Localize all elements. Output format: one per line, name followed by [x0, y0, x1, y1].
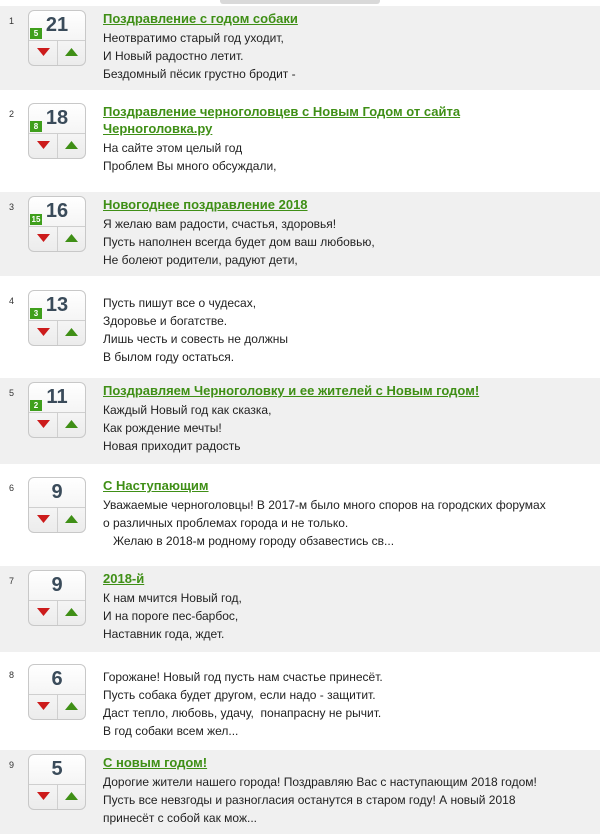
list-item: [0, 192, 600, 276]
item-text-line: Я желаю вам радости, счастья, здоровья!: [103, 217, 337, 231]
item-content: [103, 570, 593, 643]
item-text-line: о различных проблемах города и не только.: [103, 516, 349, 530]
vote-down-button[interactable]: [30, 413, 57, 437]
item-content: [103, 382, 593, 455]
item-text-line: Пусть пишут все о чудесах,: [103, 296, 257, 310]
item-title-link[interactable]: 2018-й: [103, 571, 145, 586]
vote-score: 21: [45, 14, 69, 36]
vote-up-button[interactable]: [58, 508, 85, 532]
rank-number: 4: [9, 296, 15, 306]
vote-up-button[interactable]: [58, 695, 85, 719]
item-text-line: Как рождение мечты!: [103, 421, 222, 435]
vote-count-badge: 5: [30, 28, 42, 39]
vote-count-badge: 8: [30, 121, 42, 132]
item-text-line: В былом году остаться.: [103, 350, 235, 364]
vote-box: [28, 754, 86, 810]
item-title-link[interactable]: Поздравление черноголовцев с Новым Годом от сайта: [103, 104, 461, 119]
vote-score: 13: [45, 294, 69, 316]
vote-score: 16: [45, 200, 69, 222]
vote-score: 9: [51, 481, 63, 503]
vote-count-badge: 15: [31, 215, 41, 224]
vote-up-button[interactable]: [58, 785, 85, 809]
vote-count-badge: 3: [30, 308, 42, 319]
item-text-line: Дорогие жители нашего города! Поздравляю Вас с наступающим 2018 годом!: [103, 775, 537, 789]
vote-score: 9: [51, 574, 63, 596]
list-item: [0, 378, 600, 464]
item-content: [103, 10, 593, 83]
vote-down-button[interactable]: [30, 134, 57, 158]
item-title-link[interactable]: Черноголовка.ру: [103, 121, 213, 136]
vote-up-button[interactable]: [58, 41, 85, 65]
item-text-line: В год собаки всем жел...: [103, 724, 239, 738]
vote-down-button[interactable]: [30, 41, 57, 65]
item-text-line: Проблем Вы много обсуждали,: [103, 159, 277, 173]
vote-down-button[interactable]: [30, 785, 57, 809]
vote-box: [28, 196, 86, 252]
list-item: [0, 6, 600, 90]
list-item: [0, 286, 600, 370]
list-item: [0, 750, 600, 834]
top-scrollbar-stub: [220, 0, 380, 4]
item-content: [103, 666, 593, 740]
vote-box: [28, 382, 86, 438]
item-text-line: И Новый радостно летит.: [103, 49, 244, 63]
item-text-line: Горожане! Новый год пусть нам счастье принесёт.: [103, 670, 383, 684]
item-text-line: Новая приходит радость: [103, 439, 241, 453]
vote-down-button[interactable]: [30, 321, 57, 345]
item-title-link[interactable]: Новогоднее поздравление 2018: [103, 197, 308, 212]
vote-up-button[interactable]: [58, 134, 85, 158]
item-text-line: Каждый Новый год как сказка,: [103, 403, 272, 417]
vote-up-button[interactable]: [58, 227, 85, 251]
item-text-line: Бездомный пёсик грустно бродит -: [103, 67, 296, 81]
item-content: [103, 196, 593, 269]
vote-down-button[interactable]: [30, 601, 57, 625]
item-text-line: Здоровье и богатстве.: [103, 314, 228, 328]
item-text-line: Пусть все невзгоды и разногласия останутся в старом году! А новый 2018: [103, 793, 516, 807]
item-text-line: Уважаемые черноголовцы! В 2017-м было много споров на городских форумах: [103, 498, 546, 512]
item-title-link[interactable]: С Наступающим: [103, 478, 209, 493]
rank-number: 9: [9, 760, 15, 770]
vote-box: [28, 477, 86, 533]
item-text-line: На сайте этом целый год: [103, 141, 243, 155]
item-content: [103, 754, 593, 827]
item-text-line: Желаю в 2018-м родному городу обзавестись св...: [103, 534, 395, 548]
rank-number: 7: [9, 576, 15, 586]
rank-number: 6: [9, 483, 15, 493]
vote-box: [28, 290, 86, 346]
item-text-line: Даст тепло, любовь, удачу, понапрасну не рычит.: [103, 706, 382, 720]
vote-down-button[interactable]: [30, 695, 57, 719]
vote-count-badge: 2: [30, 400, 42, 411]
vote-down-button[interactable]: [30, 508, 57, 532]
item-text-line: принесёт с собой как мож...: [103, 811, 257, 825]
item-content: [103, 477, 593, 550]
rank-number: 1: [9, 16, 15, 26]
vote-box: [28, 10, 86, 66]
list-item: [0, 660, 600, 746]
vote-box: [28, 103, 86, 159]
item-title-link[interactable]: С новым годом!: [103, 755, 208, 770]
item-text-line: Пусть наполнен всегда будет дом ваш любовью,: [103, 235, 375, 249]
item-text-line: Не болеют родители, радуют дети,: [103, 253, 298, 267]
vote-score: 18: [45, 107, 69, 129]
rank-number: 2: [9, 109, 15, 119]
item-content: [103, 292, 593, 366]
item-text-line: Неотвратимо старый год уходит,: [103, 31, 284, 45]
item-text-line: И на пороге пес-барбос,: [103, 609, 239, 623]
rank-number: 3: [9, 202, 15, 212]
vote-up-button[interactable]: [58, 413, 85, 437]
vote-box: [28, 664, 86, 720]
vote-score: 6: [51, 668, 63, 690]
vote-down-button[interactable]: [30, 227, 57, 251]
vote-score: 5: [51, 758, 63, 780]
rank-number: 5: [9, 388, 15, 398]
item-text-line: Лишь честь и совесть не должны: [103, 332, 288, 346]
item-text-line: Пусть собака будет другом, если надо - защитит.: [103, 688, 376, 702]
vote-score: 11: [46, 386, 68, 408]
item-text-line: Наставник года, ждет.: [103, 627, 225, 641]
rank-number: 8: [9, 670, 15, 680]
vote-box: [28, 570, 86, 626]
item-text-line: К нам мчится Новый год,: [103, 591, 242, 605]
vote-up-button[interactable]: [58, 601, 85, 625]
item-title-link[interactable]: Поздравляем Черноголовку и ее жителей с Новым годом!: [103, 383, 480, 398]
list-item: [0, 473, 600, 559]
item-content: [103, 103, 593, 175]
item-title-link[interactable]: Поздравление с годом собаки: [103, 11, 298, 26]
vote-up-button[interactable]: [58, 321, 85, 345]
list-item: [0, 566, 600, 652]
list-item: [0, 99, 600, 183]
